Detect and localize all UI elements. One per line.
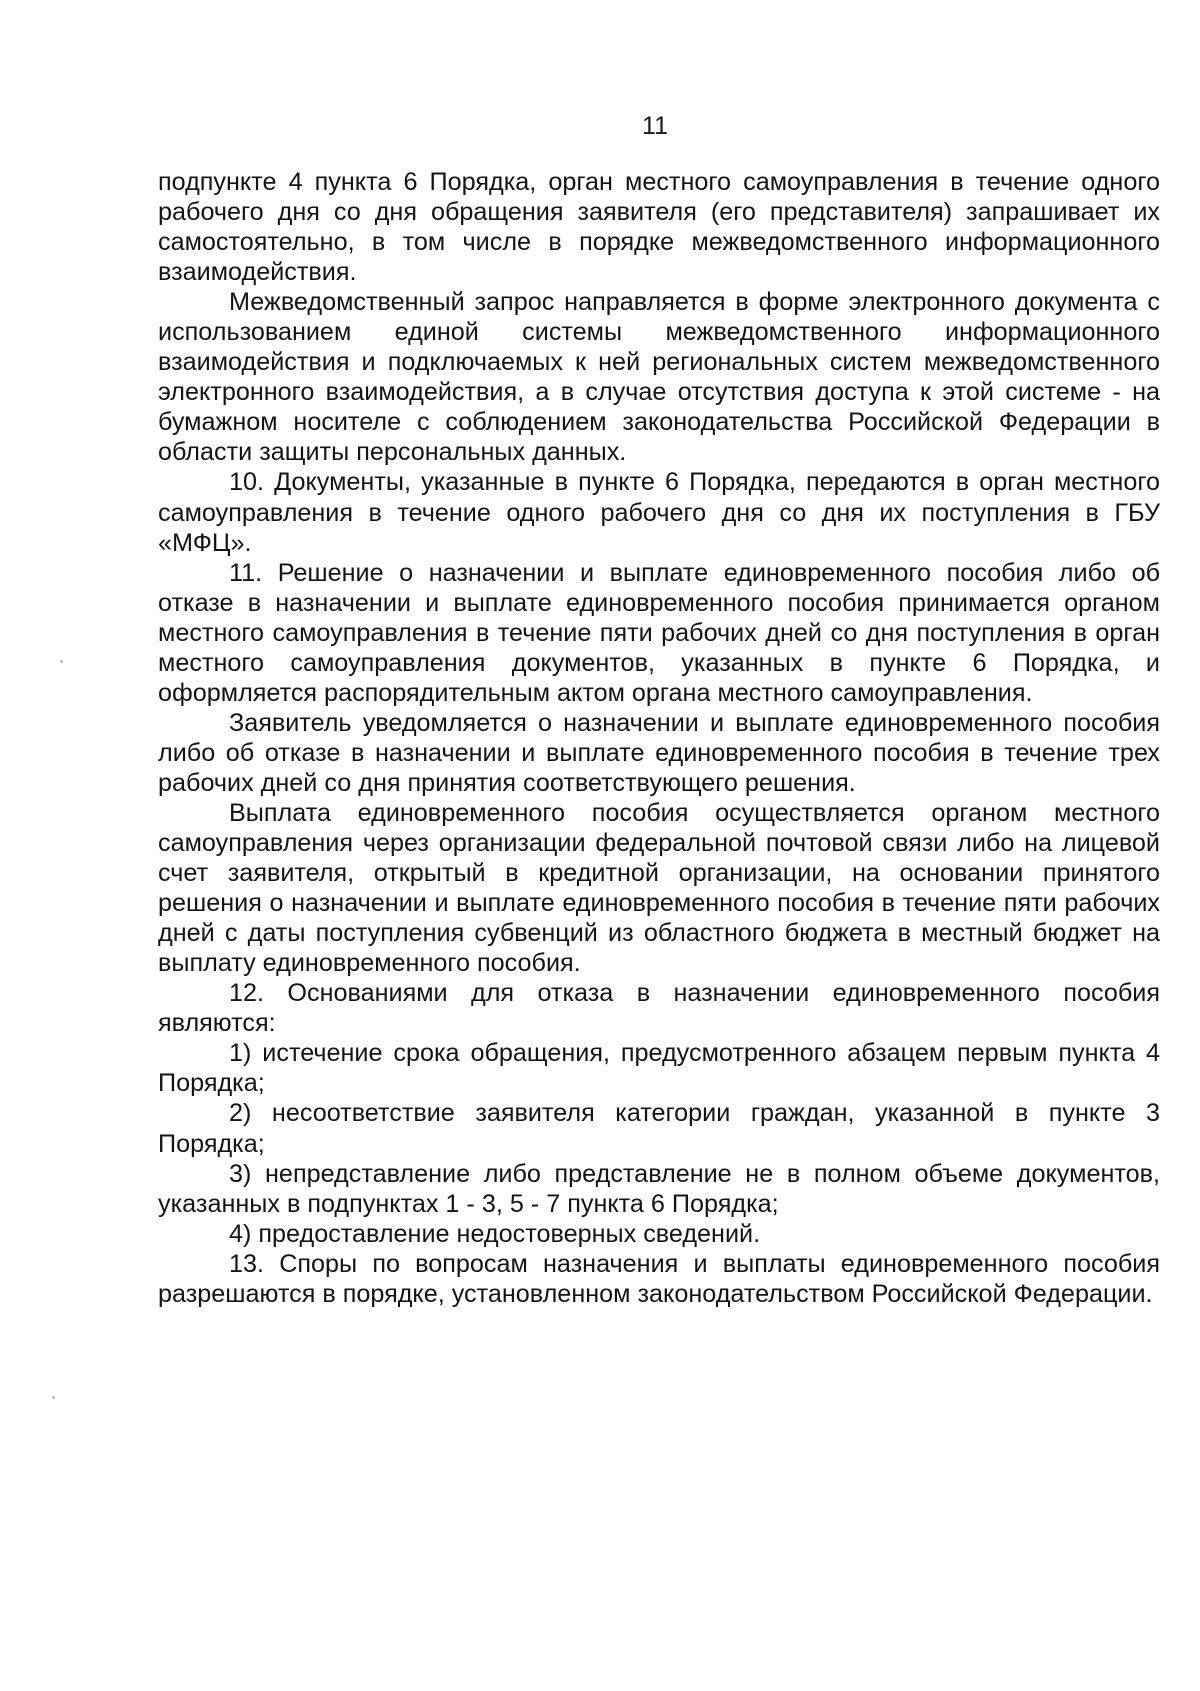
paragraph-6: Выплата единовременного пособия осуществляется органом местного самоуправления через организации федеральной почтовой связи либо на лицевой счет заявителя, открытый в кредитной организации, на основании принятого решения о назначении и выплате единовременного пособия в течение пяти рабочих дней с даты поступления субвенций из областного бюджета в местный бюджет на выплату единовременного пособия.	[158, 798, 1160, 978]
paragraph-8: 13. Споры по вопросам назначения и выплаты единовременного пособия разрешаются в порядке, установленном законодательством Российской Федерации.	[158, 1249, 1160, 1308]
list-item-2: 2) несоответствие заявителя категории граждан, указанной в пункте 3 Порядка;	[158, 1099, 1160, 1158]
page-number: 11	[642, 112, 668, 140]
paragraph-7: 12. Основаниями для отказа в назначении единовременного пособия являются:	[158, 979, 1160, 1038]
list-item-4: 4) предоставление недостоверных сведений.	[229, 1219, 761, 1248]
paragraph-1: подпункте 4 пункта 6 Порядка, орган местного самоуправления в течение одного рабочего дня со дня обращения заявителя (его представителя) запрашивает их самостоятельно, в том числе в порядке межведомственного информационного взаимодействия.	[158, 168, 1160, 287]
scan-speck	[60, 660, 63, 663]
paragraph-3: 10. Документы, указанные в пункте 6 Порядка, передаются в орган местного самоуправления в течение одного рабочего дня со дня их поступления в ГБУ «МФЦ».	[158, 468, 1160, 557]
paragraph-4: 11. Решение о назначении и выплате единовременного пособия либо об отказе в назначении и выплате единовременного пособия принимается органом местного самоуправления в течение пяти рабочих дней со дня поступления в орган местного самоуправления документов, указанных в пункте 6 Порядка, и оформляется распорядительным актом органа местного самоуправления.	[158, 558, 1160, 707]
paragraph-2: Межведомственный запрос направляется в форме электронного документа с использованием единой системы межведомственного информационного взаимодействия и подключаемых к ней региональных систем межведомственного электронного взаимодействия, а в случае отсутствия доступа к этой системе - на бумажном носителе с соблюдением законодательства Российской Федерации в области защиты персональных данных.	[158, 288, 1160, 467]
list-item-3: 3) непредставление либо представление не в полном объеме документов, указанных в подпунктах 1 - 3, 5 - 7 пункта 6 Порядка;	[158, 1159, 1160, 1218]
scan-speck	[52, 1396, 55, 1399]
paragraph-5: Заявитель уведомляется о назначении и выплате единовременного пособия либо об отказе в назначении и выплате единовременного пособия в течение трех рабочих дней со дня принятия соответствующего решения.	[158, 708, 1160, 797]
document-body	[158, 167, 1160, 1309]
list-item-1: 1) истечение срока обращения, предусмотренного абзацем первым пункта 4 Порядка;	[158, 1039, 1160, 1098]
